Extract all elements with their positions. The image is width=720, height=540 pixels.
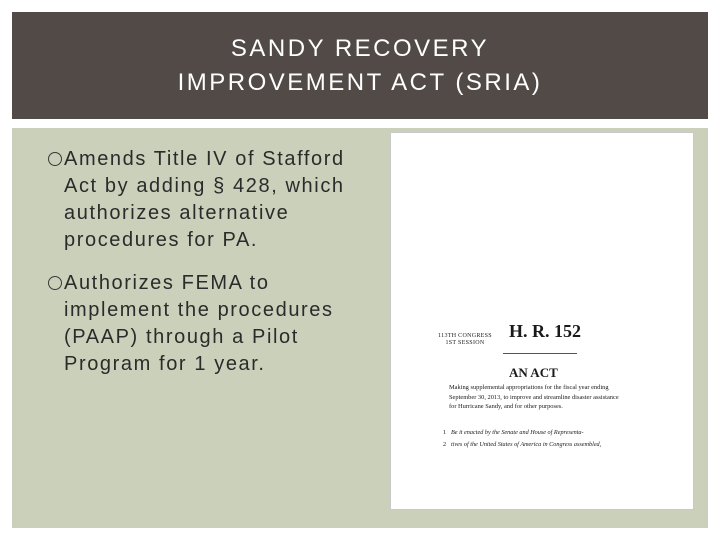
bullet-item — [50, 270, 380, 378]
slide-title-line-1: SANDY RECOVERY — [230, 34, 490, 62]
enacting-text-1: Be it enacted by the Senate and House of Representa- — [451, 429, 584, 436]
bill-number: H. R. 152 — [509, 321, 581, 341]
slide-title-line-2: IMPROVEMENT ACT (SRIA) — [177, 68, 543, 96]
line-number: 2 — [443, 441, 447, 448]
title-bar — [12, 12, 708, 119]
bullet-list — [50, 146, 380, 394]
bullet-text: Amends Title IV of Stafford Act by adding § 428, which authorizes alternative procedures for PA. — [64, 148, 345, 251]
bullet-text: Authorizes FEMA to implement the procedures (PAAP) through a Pilot Program for 1 year. — [64, 272, 334, 375]
bill-document-image — [390, 132, 694, 510]
enacting-text-2: tives of the United States of America in Congress assembled, — [451, 441, 602, 448]
act-heading: AN ACT — [509, 365, 558, 380]
line-number: 1 — [443, 429, 447, 436]
enacting-line-1 — [443, 429, 631, 436]
enacting-line-2 — [443, 441, 631, 448]
congress-session: 113TH CONGRESS 1ST SESSION — [438, 333, 492, 346]
circle-bullet-icon — [48, 152, 62, 166]
content-panel — [12, 128, 708, 528]
circle-bullet-icon — [48, 276, 62, 290]
bullet-item — [50, 146, 380, 254]
document-divider — [503, 353, 577, 354]
act-purpose: Making supplemental appropriations for the fiscal year ending September 30, 2013, to improve and streamline disaster assistance for Hurricane Sandy, and for other purposes. — [449, 384, 619, 410]
